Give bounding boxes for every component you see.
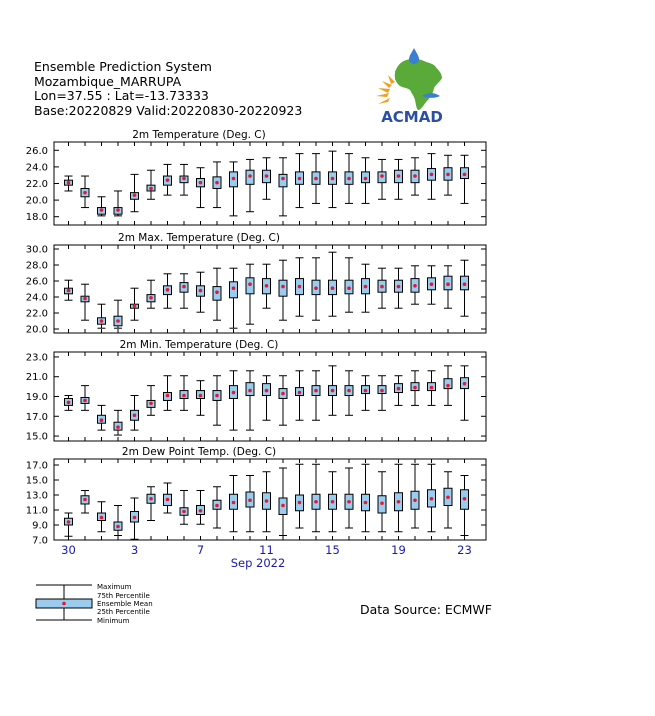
panel-3-mean-point: [83, 399, 87, 403]
panel-3-ytick-label: 17.0: [25, 411, 48, 423]
panel-3-mean-point: [265, 389, 269, 393]
panel-4-mean-point: [215, 504, 219, 508]
panel-4-mean-point: [331, 500, 335, 504]
panel-1-mean-point: [446, 173, 450, 177]
panel-3-mean-point: [380, 389, 384, 393]
panel-3-mean-point: [347, 389, 351, 393]
panel-2-title: 2m Max. Temperature (Deg. C): [118, 232, 280, 244]
panel-4-ytick-label: 13.0: [25, 490, 48, 502]
panel-4-mean-point: [463, 497, 467, 501]
panel-1-ytick-label: 26.0: [25, 145, 48, 157]
panel-3-mean-point: [166, 394, 170, 398]
data-source: Data Source: ECMWF: [360, 602, 492, 617]
panel-2-mean-point: [100, 319, 104, 323]
header-dates: Base:20220829 Valid:20220830-20220923: [34, 102, 303, 118]
legend-p25-label: 25th Percentile: [97, 608, 150, 616]
panel-2-mean-point: [397, 285, 401, 289]
panel-4-mean-point: [166, 498, 170, 502]
panel-2-mean-point: [116, 319, 120, 323]
panel-4-mean-point: [281, 504, 285, 508]
panel-2-mean-point: [364, 285, 368, 289]
panel-1-mean-point: [430, 173, 434, 177]
x-axis-day-label: 11: [259, 543, 274, 557]
panel-1-mean-point: [298, 177, 302, 181]
header-system: Ensemble Prediction System: [34, 59, 212, 74]
panel-4-ytick-label: 9.0: [32, 520, 48, 532]
panel-3-ytick-label: 23.0: [25, 352, 48, 364]
panel-2-mean-point: [133, 304, 137, 308]
panel-3-mean-point: [232, 391, 236, 395]
panel-1-box: [279, 174, 287, 186]
panel-2-mean-point: [314, 286, 318, 290]
panel-4-mean-point: [100, 516, 104, 520]
panel-2-ytick-label: 22.0: [25, 308, 48, 320]
panel-1-ytick-label: 24.0: [25, 162, 48, 174]
panel-2-ytick-label: 24.0: [25, 292, 48, 304]
panel-4-mean-point: [232, 501, 236, 505]
panel-1-mean-point: [149, 187, 153, 191]
x-axis-month-label: Sep 2022: [230, 556, 286, 570]
panel-2-mean-point: [248, 282, 252, 286]
panel-3-mean-point: [331, 389, 335, 393]
panel-4-mean-point: [83, 498, 87, 502]
panel-4-ytick-label: 7.0: [32, 535, 48, 547]
panel-2-mean-point: [298, 285, 302, 289]
panel-1-ytick-label: 20.0: [25, 195, 48, 207]
legend-p75-label: 75th Percentile: [97, 592, 150, 600]
panel-1-mean-point: [248, 174, 252, 178]
panel-2-mean-point: [149, 296, 153, 300]
panel-4-mean-point: [298, 501, 302, 505]
panel-4-mean-point: [149, 497, 153, 501]
panel-3-mean-point: [413, 386, 417, 390]
legend-minimum-label: Minimum: [97, 617, 130, 625]
panel-1-mean-point: [166, 178, 170, 182]
panel-3-mean-point: [463, 382, 467, 386]
panel-1-mean-point: [83, 191, 87, 195]
panel-3-ytick-label: 15.0: [25, 431, 48, 443]
panel-1-mean-point: [364, 177, 368, 181]
panel-4-ytick-label: 17.0: [25, 460, 48, 472]
header-station: Mozambique_MARRUPA: [34, 73, 182, 89]
panel-2-mean-point: [166, 288, 170, 292]
panel-2-ytick-label: 28.0: [25, 260, 48, 272]
panel-3-mean-point: [446, 384, 450, 388]
panel-3-mean-point: [314, 389, 318, 393]
panel-1-mean-point: [182, 177, 186, 181]
legend-mean-label: Ensemble Mean: [97, 600, 153, 608]
panel-4-mean-point: [364, 501, 368, 505]
panel-1-mean-point: [133, 193, 137, 197]
panel-4-ytick-label: 15.0: [25, 475, 48, 487]
panel-1-mean-point: [380, 174, 384, 178]
panel-1-mean-point: [314, 177, 318, 181]
panel-2-mean-point: [380, 285, 384, 289]
panel-2-mean-point: [83, 297, 87, 301]
panel-3-mean-point: [298, 391, 302, 395]
panel-2-mean-point: [265, 284, 269, 288]
panel-4-mean-point: [67, 520, 71, 524]
panel-2-mean-point: [232, 286, 236, 290]
panel-1-mean-point: [67, 181, 71, 185]
panel-4-mean-point: [380, 501, 384, 505]
panel-1-mean-point: [281, 177, 285, 181]
panel-3-mean-point: [430, 386, 434, 390]
logo-text: ACMAD: [381, 108, 443, 126]
panel-1-mean-point: [116, 208, 120, 212]
panel-3-mean-point: [149, 402, 153, 406]
x-axis-day-label: 19: [391, 543, 406, 557]
x-axis-day-label: 3: [130, 543, 139, 557]
panel-4-mean-point: [314, 500, 318, 504]
panel-3-mean-point: [100, 418, 104, 422]
panel-4-mean-point: [413, 498, 417, 502]
panel-4-title: 2m Dew Point Temp. (Deg. C): [121, 446, 277, 458]
panel-1-mean-point: [215, 181, 219, 185]
panel-1-ytick-label: 22.0: [25, 179, 48, 190]
panel-2-mean-point: [347, 286, 351, 290]
panel-4-mean-point: [199, 509, 203, 513]
panel-2-mean-point: [446, 282, 450, 286]
x-axis-day-label: 30: [61, 543, 76, 557]
panel-2-mean-point: [182, 285, 186, 289]
panel-3-mean-point: [281, 392, 285, 396]
panel-3-mean-point: [133, 413, 137, 417]
x-axis-day-label: 23: [457, 543, 472, 557]
panel-2-mean-point: [281, 285, 285, 289]
panel-3-title: 2m Min. Temperature (Deg. C): [119, 339, 279, 351]
panel-2-ytick-label: 30.0: [25, 244, 48, 256]
panel-2-mean-point: [463, 282, 467, 286]
panel-4-mean-point: [248, 498, 252, 502]
x-axis-day-label: 15: [325, 543, 340, 557]
panel-2-ytick-label: 20.0: [25, 324, 48, 336]
panel-3-ytick-label: 21.0: [25, 372, 48, 384]
panel-3-mean-point: [182, 394, 186, 398]
panel-1-mean-point: [347, 177, 351, 181]
panel-4-ytick-label: 11.0: [25, 505, 48, 517]
panel-4-mean-point: [397, 500, 401, 504]
panel-2-mean-point: [331, 286, 335, 290]
panel-2-ytick-label: 26.0: [25, 276, 48, 288]
panel-3-mean-point: [397, 387, 401, 391]
panel-1-ytick-label: 18.0: [25, 212, 48, 224]
panel-1-mean-point: [331, 177, 335, 181]
panel-1-title: 2m Temperature (Deg. C): [132, 129, 266, 141]
panel-3-mean-point: [364, 389, 368, 393]
header-coordinates: Lon=37.55 : Lat=-13.73333: [34, 88, 209, 103]
panel-2-mean-point: [67, 289, 71, 293]
panel-1-mean-point: [463, 173, 467, 177]
panel-4-mean-point: [430, 497, 434, 501]
panel-1-mean-point: [397, 174, 401, 178]
panel-4-mean-point: [446, 495, 450, 499]
panel-3-ytick-label: 19.0: [25, 392, 48, 403]
panel-1-mean-point: [199, 181, 203, 185]
panel-3-mean-point: [215, 394, 219, 398]
panel-4-mean-point: [347, 500, 351, 504]
panel-3-mean-point: [116, 425, 120, 429]
panel-2-mean-point: [413, 284, 417, 288]
panel-3-mean-point: [67, 401, 71, 405]
panel-2-mean-point: [199, 289, 203, 293]
panel-1-mean-point: [100, 208, 104, 212]
panel-1-mean-point: [232, 177, 236, 181]
panel-3-mean-point: [248, 389, 252, 393]
panel-2-mean-point: [215, 290, 219, 294]
panel-3-mean-point: [199, 394, 203, 398]
panel-1-mean-point: [265, 174, 269, 178]
panel-1-mean-point: [413, 174, 417, 178]
panel-4-mean-point: [182, 510, 186, 514]
panel-4-mean-point: [133, 516, 137, 520]
legend-maximum-label: Maximum: [97, 583, 132, 591]
panel-4-mean-point: [265, 499, 269, 503]
panel-4-mean-point: [116, 525, 120, 529]
panel-2-mean-point: [430, 282, 434, 286]
x-axis-day-label: 7: [196, 543, 205, 557]
